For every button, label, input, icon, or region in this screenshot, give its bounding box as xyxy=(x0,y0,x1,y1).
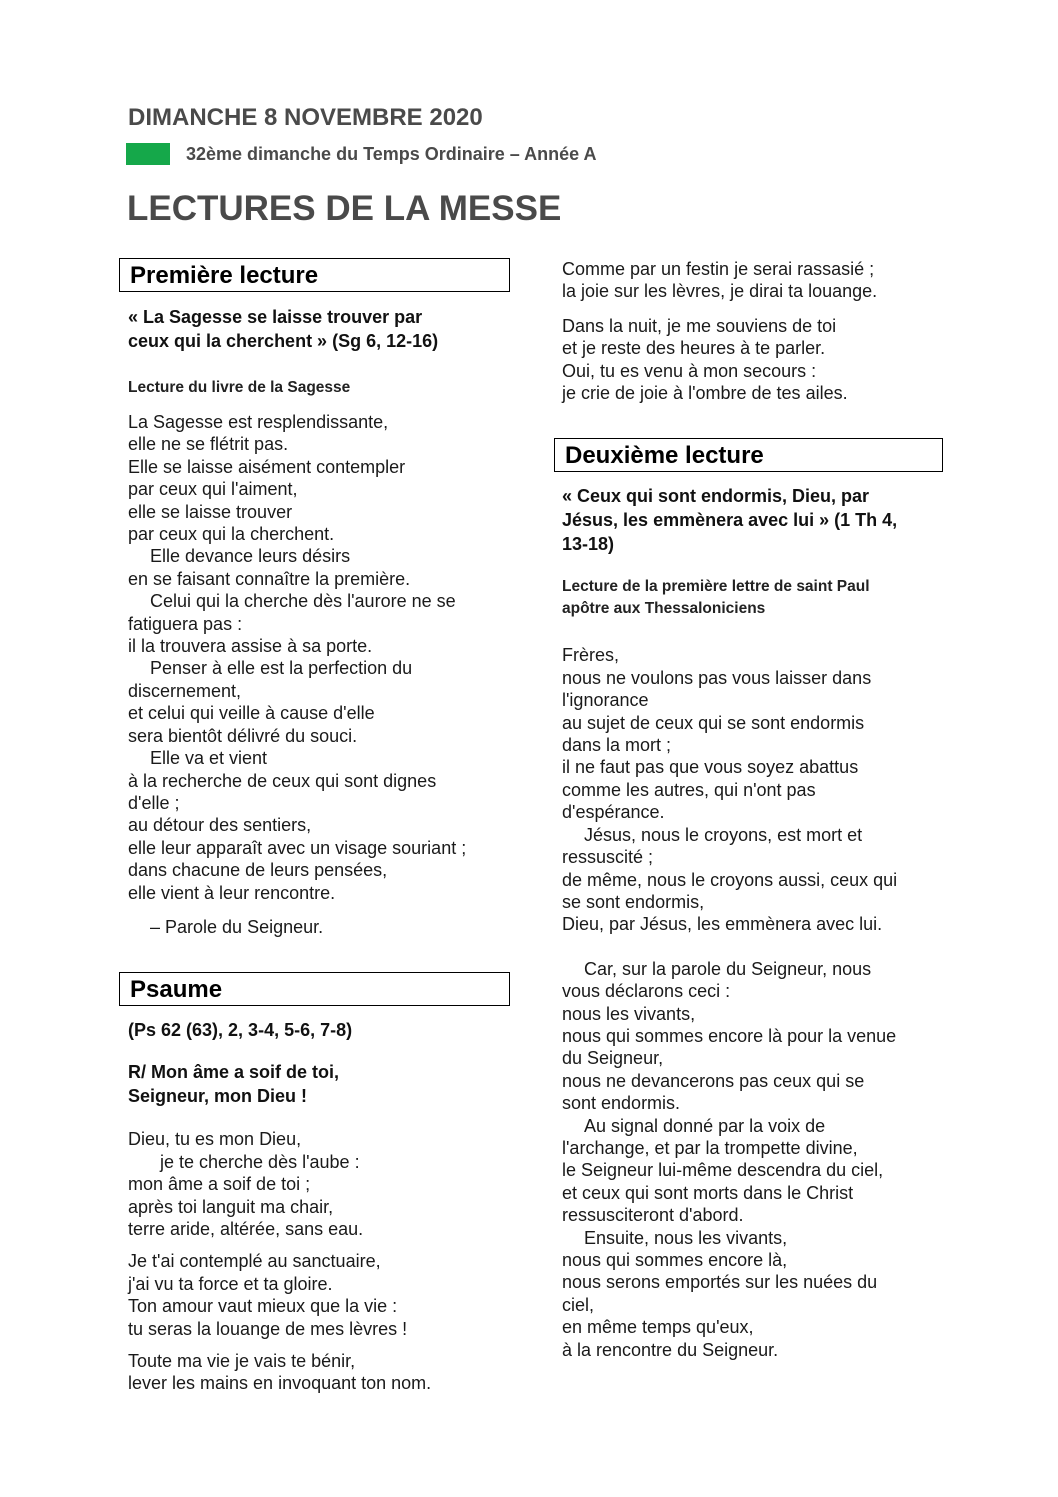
text-line: j'ai vu ta force et ta gloire. xyxy=(128,1273,333,1294)
text-line: Car, sur la parole du Seigneur, nous xyxy=(584,958,872,979)
text-line: de même, nous le croyons aussi, ceux qui xyxy=(562,869,898,890)
text-line: je te cherche dès l'aube : xyxy=(160,1151,360,1172)
psalm-stanza xyxy=(562,258,943,303)
reference-line: « Ceux qui sont endormis, Dieu, par xyxy=(562,486,870,507)
text-line: elle leur apparaît avec un visage souriant ; xyxy=(128,837,467,858)
page-title: LECTURES DE LA MESSE xyxy=(127,189,562,228)
text-line: comme les autres, qui n'ont pas xyxy=(562,779,816,800)
text-line: nous ne voulons pas vous laisser dans xyxy=(562,667,872,688)
text-line: et je reste des heures à te parler. xyxy=(562,338,826,359)
refrain-line: R/ Mon âme a soif de toi, xyxy=(128,1062,340,1083)
liturgical-season: 32ème dimanche du Temps Ordinaire – Année A xyxy=(186,144,597,164)
text-line: à la rencontre du Seigneur. xyxy=(562,1339,779,1360)
text-line: ressusciteront d'abord. xyxy=(562,1205,744,1226)
text-line: dans chacune de leurs pensées, xyxy=(128,860,388,881)
date-heading: DIMANCHE 8 NOVEMBRE 2020 xyxy=(128,104,483,131)
psalm-stanza xyxy=(128,1350,510,1395)
text-line: je crie de joie à l'ombre de tes ailes. xyxy=(562,383,848,404)
text-line: Elle devance leurs désirs xyxy=(150,546,351,567)
text-line: Dieu, par Jésus, les emmènera avec lui. xyxy=(562,914,883,935)
reference-line: Jésus, les emmènera avec lui » (1 Th 4, xyxy=(562,510,898,531)
text-line: nous les vivants, xyxy=(562,1003,696,1024)
text-line: la joie sur les lèvres, je dirai ta louange. xyxy=(562,281,878,302)
text-line: à la recherche de ceux qui sont dignes xyxy=(128,770,437,791)
text-line: par ceux qui l'aiment, xyxy=(128,479,298,500)
text-line: ressuscité ; xyxy=(562,847,654,868)
text-line: elle vient à leur rencontre. xyxy=(128,882,336,903)
text-line: Dans la nuit, je me souviens de toi xyxy=(562,315,837,336)
text-line: vous déclarons ceci : xyxy=(562,981,731,1002)
text-line: discernement, xyxy=(128,680,242,701)
text-line: lever les mains en invoquant ton nom. xyxy=(128,1373,432,1394)
text-line: Jésus, nous le croyons, est mort et xyxy=(584,824,863,845)
text-line: d'espérance. xyxy=(562,802,665,823)
text-line: et ceux qui sont morts dans le Christ xyxy=(562,1182,854,1203)
text-line: Celui qui la cherche dès l'aurore ne se xyxy=(150,591,456,612)
text-line: sont endormis. xyxy=(562,1093,681,1114)
reference-line: 13-18) xyxy=(562,534,615,555)
text-line: au détour des sentiers, xyxy=(128,815,312,836)
text-line: et celui qui veille à cause d'elle xyxy=(128,703,375,724)
psalm-heading: Psaume xyxy=(119,972,510,1006)
second-reading-text xyxy=(562,644,943,1361)
text-line: Ensuite, nous les vivants, xyxy=(584,1227,788,1248)
text-line: fatiguera pas : xyxy=(128,613,243,634)
text-line: il la trouvera assise à sa porte. xyxy=(128,636,373,657)
text-line: sera bientôt délivré du souci. xyxy=(128,725,358,746)
text-line: il ne faut pas que vous soyez abattus xyxy=(562,757,859,778)
first-reading-intro: Lecture du livre de la Sagesse xyxy=(128,379,351,396)
text-line: Elle va et vient xyxy=(150,748,268,769)
text-line: La Sagesse est resplendissante, xyxy=(128,412,389,432)
text-line: elle se laisse trouver xyxy=(128,501,293,522)
refrain-line: Seigneur, mon Dieu ! xyxy=(128,1086,308,1107)
text-line: en même temps qu'eux, xyxy=(562,1317,754,1338)
second-reading-heading: Deuxième lecture xyxy=(554,438,943,472)
psalm-refrain xyxy=(128,1060,510,1108)
text-line: l'ignorance xyxy=(562,690,649,711)
text-line: Au signal donné par la voix de xyxy=(584,1115,826,1136)
text-line: Penser à elle est la perfection du xyxy=(150,658,413,679)
text-line: après toi languit ma chair, xyxy=(128,1196,334,1217)
text-line: Frères, xyxy=(562,645,620,666)
closing-acclamation: – Parole du Seigneur. xyxy=(150,916,324,937)
text-line: du Seigneur, xyxy=(562,1048,664,1069)
psalm-stanza xyxy=(128,1250,510,1340)
intro-line: apôtre aux Thessaloniciens xyxy=(562,600,766,618)
text-line: Comme par un festin je serai rassasié ; xyxy=(562,259,875,279)
first-reading-heading: Première lecture xyxy=(119,258,510,292)
text-line: d'elle ; xyxy=(128,792,180,813)
text-line: l'archange, et par la trompette divine, xyxy=(562,1137,858,1158)
text-line: terre aride, altérée, sans eau. xyxy=(128,1218,364,1239)
text-line: ciel, xyxy=(562,1294,595,1315)
text-line: par ceux qui la cherchent. xyxy=(128,524,335,545)
text-line: Dieu, tu es mon Dieu, xyxy=(128,1129,302,1150)
text-line: nous qui sommes encore là, xyxy=(562,1250,788,1270)
right-column xyxy=(553,258,943,1361)
first-reading-text xyxy=(128,411,510,938)
text-line: nous ne devancerons pas ceux qui se xyxy=(562,1070,865,1091)
text-line: Elle se laisse aisément contempler xyxy=(128,456,406,477)
text-line: elle ne se flétrit pas. xyxy=(128,434,289,455)
text-line: le Seigneur lui-même descendra du ciel, xyxy=(562,1160,884,1181)
psalm-stanza xyxy=(562,315,943,405)
text-line: Oui, tu es venu à mon secours : xyxy=(562,360,817,381)
psalm-reference: (Ps 62 (63), 2, 3-4, 5-6, 7-8) xyxy=(128,1020,353,1041)
text-line: tu seras la louange de mes lèvres ! xyxy=(128,1318,408,1339)
text-line: dans la mort ; xyxy=(562,735,672,756)
reference-line: « La Sagesse se laisse trouver par xyxy=(128,307,423,327)
psalm-stanza xyxy=(128,1128,510,1240)
text-line: en se faisant connaître la première. xyxy=(128,568,411,589)
reference-line: ceux qui la cherchent » (Sg 6, 12-16) xyxy=(128,331,439,351)
intro-line: Lecture de la première lettre de saint Paul xyxy=(562,578,870,596)
text-line: se sont endormis, xyxy=(562,891,705,912)
text-line: Ton amour vaut mieux que la vie : xyxy=(128,1296,398,1317)
liturgical-color-swatch xyxy=(126,143,170,165)
first-reading-reference xyxy=(128,305,510,353)
text-line: mon âme a soif de toi ; xyxy=(128,1174,311,1195)
text-line: Je t'ai contemplé au sanctuaire, xyxy=(128,1251,381,1272)
text-line: nous qui sommes encore là pour la venue xyxy=(562,1025,897,1046)
text-line: Toute ma vie je vais te bénir, xyxy=(128,1351,356,1371)
text-line: nous serons emportés sur les nuées du xyxy=(562,1272,878,1293)
left-column xyxy=(118,258,510,1395)
second-reading-reference xyxy=(562,484,943,556)
second-reading-intro xyxy=(562,576,943,620)
text-line: au sujet de ceux qui se sont endormis xyxy=(562,712,865,733)
